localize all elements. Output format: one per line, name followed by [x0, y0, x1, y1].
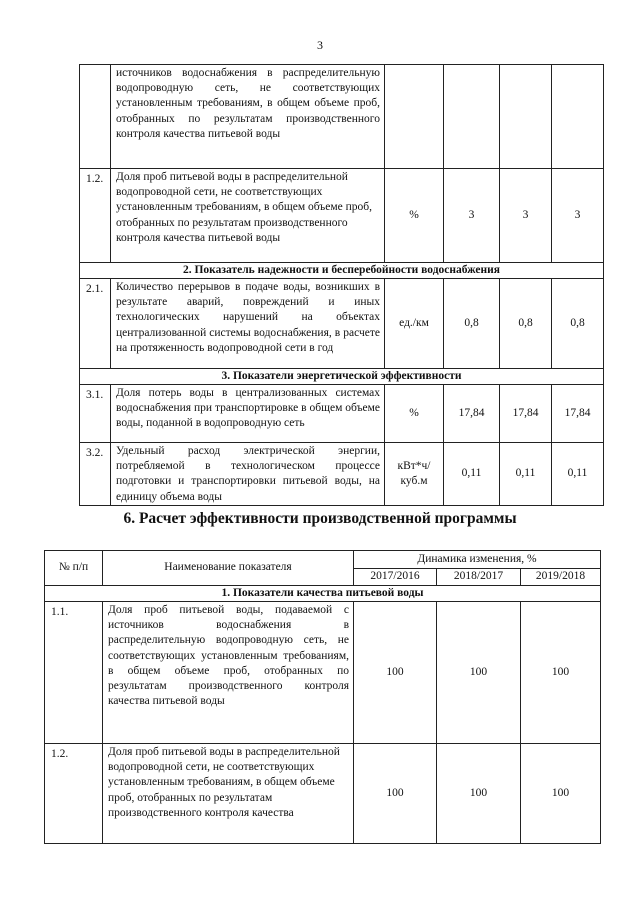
value-cell: 17,84 [444, 385, 500, 443]
value-cell: 100 [437, 744, 521, 844]
col-header-number: № п/п [45, 551, 103, 586]
value-cell: 0,11 [444, 443, 500, 506]
section-row [80, 369, 604, 385]
row-number: 2.1. [80, 279, 111, 369]
value-cell: 100 [521, 602, 601, 744]
table-row [80, 65, 604, 169]
indicators-table [79, 64, 604, 506]
row-number: 1.2. [45, 744, 103, 844]
value-cell: 3 [500, 169, 552, 263]
table-row [80, 169, 604, 263]
value-cell: 100 [521, 744, 601, 844]
page-number: 3 [317, 38, 323, 52]
row-number: 3.1. [80, 385, 111, 443]
year-header: 2018/2017 [437, 569, 521, 586]
value-cell: 100 [354, 602, 437, 744]
value-cell: 100 [354, 744, 437, 844]
section-title: 3. Показатели энергетической эффективности [80, 369, 604, 385]
value-cell: 3 [444, 169, 500, 263]
unit-cell: % [385, 169, 444, 263]
table-row [45, 602, 601, 744]
indicator-name: Количество перерывов в подаче воды, возникших в результате аварий, повреждений и иных технологических нарушений на объектах централизованной системы водоснабжения, в расчете на протяженность водопроводной сети в год [111, 279, 385, 369]
unit-cell: % [385, 385, 444, 443]
table-row [45, 744, 601, 844]
efficiency-table [44, 550, 601, 844]
value-cell [500, 65, 552, 169]
section-title: 1. Показатели качества питьевой воды [45, 586, 601, 602]
table-row [80, 279, 604, 369]
value-cell [552, 65, 604, 169]
col-header-dynamics: Динамика изменения, % [354, 551, 601, 569]
indicator-name: Доля проб питьевой воды в распределительной водопроводной сети, не соответствующих установленным требованиям, в общем объеме проб, отобранных по результатам производственного контроля качества питьевой воды [111, 169, 385, 263]
section-heading: 6. Расчет эффективности производственной программы [123, 510, 517, 527]
value-cell: 0,11 [552, 443, 604, 506]
value-cell: 17,84 [500, 385, 552, 443]
value-cell: 0,11 [500, 443, 552, 506]
row-number: 1.2. [80, 169, 111, 263]
year-header: 2017/2016 [354, 569, 437, 586]
indicator-name: Доля проб питьевой воды, подаваемой с источников водоснабжения в распределительную водопроводную сеть, не соответствующих установленным требованиям, в общем объеме проб, отобранных по результатам производственного контроля качества питьевой воды [103, 602, 354, 744]
year-header: 2019/2018 [521, 569, 601, 586]
value-cell: 3 [552, 169, 604, 263]
row-number: 3.2. [80, 443, 111, 506]
row-number: 1.1. [45, 602, 103, 744]
value-cell: 0,8 [552, 279, 604, 369]
unit-cell: ед./км [385, 279, 444, 369]
value-cell: 0,8 [500, 279, 552, 369]
indicator-name: Доля потерь воды в централизованных системах водоснабжения при транспортировке в общем объеме воды, поданной в водопроводную сеть [111, 385, 385, 443]
header-row [45, 551, 601, 569]
value-cell [444, 65, 500, 169]
value-cell: 0,8 [444, 279, 500, 369]
unit-cell: кВт*ч/ куб.м [385, 443, 444, 506]
indicator-name: Доля проб питьевой воды в распределительной водопроводной сети, не соответствующих установленным требованиям, в общем объеме проб, отобранных по результатам производственного контроля качества [103, 744, 354, 844]
section-row [80, 263, 604, 279]
unit-cell [385, 65, 444, 169]
value-cell: 17,84 [552, 385, 604, 443]
col-header-name: Наименование показателя [103, 551, 354, 586]
table-row [80, 385, 604, 443]
indicator-name: источников водоснабжения в распределительную водопроводную сеть, не соответствующих установленным требованиям, в общем объеме проб, отобранных по результатам производственного контроля качества питьевой воды [111, 65, 385, 169]
table-row [80, 443, 604, 506]
row-number [80, 65, 111, 169]
section-title: 2. Показатель надежности и бесперебойности водоснабжения [80, 263, 604, 279]
section-row [45, 586, 601, 602]
indicator-name: Удельный расход электрической энергии, потребляемой в технологическом процессе подготовки и транспортировки питьевой воды, на единицу объема воды [111, 443, 385, 506]
value-cell: 100 [437, 602, 521, 744]
